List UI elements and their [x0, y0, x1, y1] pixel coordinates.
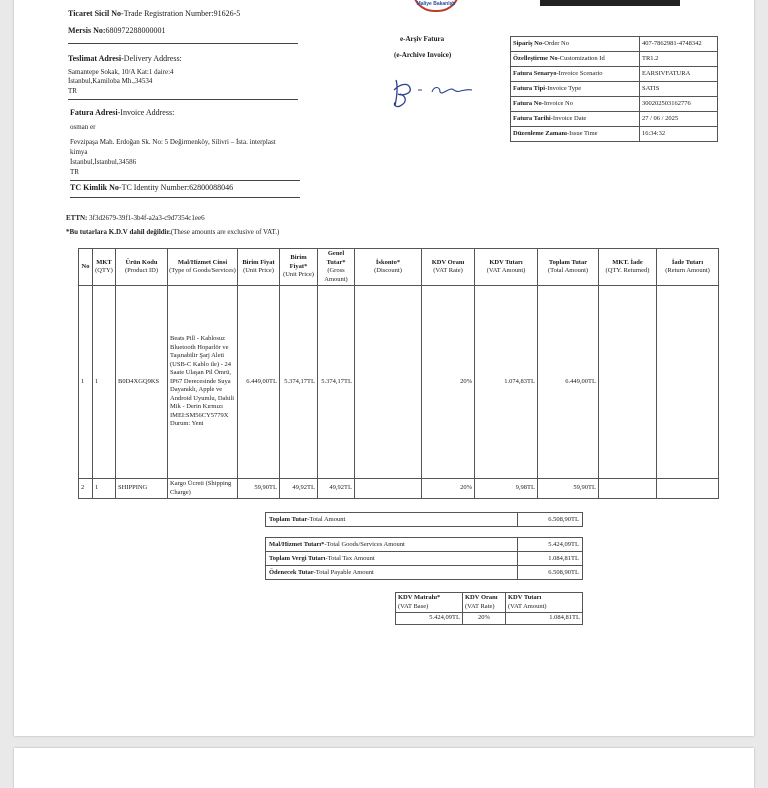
- order-info-key: [511, 52, 640, 67]
- column-header: [657, 249, 719, 286]
- order-info-key: [511, 112, 640, 127]
- cell-description: Beats Pill - Kablosuz Bluetooth Hoparlör ve Taşınabilir Şarj Aleti (USB-C Kablo ile) - 24 Saate Ulaşan Pil Ömrü, IP67 Derecesinde Suya Dayanıklı, Apple ve Android Uyumlu, Dahili Mik - Derin Kırmızı IMEI:SM56CY5779X Durum: Yeni: [168, 286, 238, 479]
- cell-discount: [355, 286, 422, 479]
- order-info-key: [511, 82, 640, 97]
- cell-vat-amount: 9,98TL: [475, 479, 538, 499]
- column-header-tr: Ürün Kodu: [125, 258, 158, 266]
- column-header-tr: Birim Fiyat*: [289, 254, 308, 270]
- order-info-row: [511, 52, 718, 67]
- order-info-key-tr: Sipariş No: [513, 40, 543, 47]
- tax-amount-value: 1.084,81TL: [518, 552, 583, 566]
- cell-unit-price-ex: 5.374,17TL: [280, 286, 318, 479]
- table-row: [79, 286, 719, 479]
- divider: [70, 180, 300, 181]
- column-header-en: (QTY. Returned): [605, 267, 650, 274]
- cell-vat-rate: 20%: [422, 479, 475, 499]
- column-header: [318, 249, 355, 286]
- column-header: [93, 249, 116, 286]
- cell-qty-returned: [599, 286, 657, 479]
- column-header-tr: Genel Tutar*: [326, 250, 346, 266]
- order-info-key-en: -Invoice No: [541, 100, 573, 107]
- order-info-key-tr: Düzenleme Zamanı: [513, 130, 567, 137]
- column-header: [280, 249, 318, 286]
- divider: [68, 99, 298, 100]
- tc-identity-value: 62800088046: [189, 183, 234, 192]
- column-header-en: (Product ID): [124, 267, 159, 274]
- vat-note-text: (These amounts are exclusive of VAT.): [170, 228, 280, 236]
- column-header: [475, 249, 538, 286]
- order-info-key-en: -Invoice Date: [550, 115, 587, 122]
- items-table: [78, 248, 719, 499]
- order-info-value: 27 / 06 / 2025: [640, 112, 718, 127]
- column-header-en: (Total Amount): [547, 267, 589, 274]
- trade-registry-value: 91626-5: [213, 9, 241, 18]
- invoice-address-line4: TR: [70, 168, 79, 176]
- vat-rate-header-en: (VAT Rate): [465, 602, 495, 610]
- mersis-label: Mersis No:: [68, 26, 106, 35]
- total-amount-label-en: -Total Amount: [307, 515, 346, 523]
- invoice-address-line1: Fevzipaşa Mah. Erdoğan Sk. No: 5 Değirmenköy, Silivri – İsta. interplast: [70, 138, 276, 146]
- header-redacted-bar: [540, 0, 680, 6]
- cell-qty: 1: [93, 479, 116, 499]
- vat-base-header-en: (VAT Base): [398, 602, 429, 610]
- signature-image: [388, 72, 478, 112]
- invoice-address-line3: İstanbul,İstanbul,34586: [70, 158, 137, 166]
- order-info-key: [511, 127, 640, 142]
- tc-identity-label-en: -TC Identity Number:: [118, 183, 190, 192]
- tax-amount-row: [266, 552, 583, 566]
- tc-identity-label: TC Kimlik No: [70, 183, 119, 192]
- vat-amount-header-en: (VAT Amount): [508, 602, 547, 610]
- ettn-value: 3f3d2679-39f1-3b4f-a2a3-c9d7354c1ee6: [89, 214, 205, 222]
- cell-return-amount: [657, 286, 719, 479]
- order-info-row: [511, 112, 718, 127]
- invoice-address-label: Fatura Adresi: [70, 108, 118, 117]
- cell-return-amount: [657, 479, 719, 499]
- total-amount-label: Toplam Tutar: [269, 515, 308, 523]
- invoice-address-label-line: [70, 108, 174, 118]
- column-header: [599, 249, 657, 286]
- order-info-value: 16:34:32: [640, 127, 718, 142]
- total-amount-row: [266, 513, 583, 527]
- invoice-page: [14, 0, 754, 736]
- vat-base-header: KDV Matrahı*: [398, 594, 441, 601]
- column-header-en: (Unit Price): [283, 271, 314, 279]
- column-header-en: (Discount): [374, 267, 402, 274]
- order-info-key-tr: Fatura Senaryo: [513, 70, 557, 77]
- column-header-tr: KDV Oranı: [431, 258, 465, 266]
- doc-type-subtitle: (e-Archive Invoice): [394, 51, 452, 59]
- cell-discount: [355, 479, 422, 499]
- mersis-line: [68, 26, 166, 36]
- column-header: [238, 249, 280, 286]
- order-info-value: 407-7862981-4748342: [640, 37, 718, 52]
- order-info-key-en: -Invoice Scenario: [556, 70, 603, 77]
- cell-no: 1: [79, 286, 93, 479]
- cell-total: 59,90TL: [538, 479, 599, 499]
- total-amount-table: [265, 512, 583, 527]
- cell-vat-rate: 20%: [422, 286, 475, 479]
- payable-amount-label: Ödenecek Tutar: [269, 568, 314, 576]
- delivery-label: Teslimat Adresi: [68, 54, 122, 63]
- column-header-tr: İade Tutarı: [671, 258, 704, 266]
- vat-summary-header: [396, 593, 583, 613]
- cell-unit-price: 59,90TL: [238, 479, 280, 499]
- order-info-key-tr: Özelleştirme No: [513, 55, 558, 62]
- vat-summary-values: [396, 613, 583, 625]
- order-info-row: [511, 37, 718, 52]
- column-header-tr: No: [81, 262, 90, 270]
- tax-amount-label-en: -Total Tax Amount: [325, 554, 375, 562]
- tc-identity-line: [70, 183, 233, 193]
- goods-amount-value: 5.424,09TL: [518, 538, 583, 552]
- ministry-logo: [412, 0, 460, 12]
- ettn-label: ETTN:: [66, 214, 88, 222]
- payable-amount-label-en: -Total Payable Amount: [313, 568, 374, 576]
- doc-type-title: e-Arşiv Fatura: [400, 35, 445, 43]
- cell-qty-returned: [599, 479, 657, 499]
- trade-registry-label: Ticaret Sicil No: [68, 9, 122, 18]
- cell-no: 2: [79, 479, 93, 499]
- vat-base-value: 5.424,09TL: [396, 613, 463, 625]
- cell-description: Kargo Ücreti (Shipping Charge): [168, 479, 238, 499]
- order-info-key-en: -Issue Time: [566, 130, 598, 137]
- order-info-value: EARSIVFATURA: [640, 67, 718, 82]
- next-page: [14, 748, 754, 788]
- column-header-en: (QTY): [95, 267, 113, 274]
- column-header: [116, 249, 168, 286]
- cell-unit-price-ex: 49,92TL: [280, 479, 318, 499]
- delivery-line2: İstanbul,Kamiloba Mh.,34534: [68, 77, 153, 85]
- invoice-address-line2: kimya: [70, 148, 88, 156]
- order-info-value: 300202503162776: [640, 97, 718, 112]
- column-header: [355, 249, 422, 286]
- vat-note: [66, 228, 279, 237]
- order-info-row: [511, 127, 718, 142]
- vat-amount-value: 1.084,81TL: [506, 613, 583, 625]
- order-info-key: [511, 37, 640, 52]
- column-header: [168, 249, 238, 286]
- trade-registry-label-en: -Trade Registration Number:: [121, 9, 214, 18]
- order-info-key-en: -Customization Id: [557, 55, 605, 62]
- vat-rate-header: KDV Oranı: [465, 594, 498, 601]
- column-header: [538, 249, 599, 286]
- column-header-en: (VAT Rate): [433, 267, 463, 274]
- payable-amount-row: [266, 566, 583, 580]
- vat-rate-value: 20%: [463, 613, 506, 625]
- cell-product-id: SHIPPING: [116, 479, 168, 499]
- mersis-value: 680972288000001: [105, 26, 166, 35]
- column-header-en: (Unit Price): [243, 267, 274, 274]
- order-info-value: TR1.2: [640, 52, 718, 67]
- payable-amount-value: 6.508,90TL: [518, 566, 583, 580]
- column-header-tr: Toplam Tutar: [548, 258, 588, 266]
- invoice-address-name: osman er: [70, 123, 96, 131]
- column-header-en: (Gross Amount): [324, 267, 348, 283]
- totals-table: [265, 537, 583, 580]
- cell-gross: 5.374,17TL: [318, 286, 355, 479]
- cell-total: 6.449,00TL: [538, 286, 599, 479]
- column-header: [79, 249, 93, 286]
- goods-amount-label-en: -Total Goods/Services Amount: [324, 540, 405, 548]
- column-header-en: (VAT Amount): [486, 267, 526, 274]
- delivery-label-en: -Delivery Address:: [121, 54, 182, 63]
- cell-gross: 49,92TL: [318, 479, 355, 499]
- column-header-tr: Mal/Hizmet Cinsi: [177, 258, 228, 266]
- order-info-key-tr: Fatura Tipi: [513, 85, 546, 92]
- vat-summary-table: [395, 592, 583, 625]
- order-info-row: [511, 82, 718, 97]
- trade-registry-line: [68, 9, 240, 19]
- order-info-table: [510, 36, 718, 142]
- column-header-en: (Return Amount): [665, 267, 710, 274]
- order-info-key: [511, 67, 640, 82]
- invoice-address-label-en: -Invoice Address:: [117, 108, 175, 117]
- delivery-line3: TR: [68, 87, 77, 95]
- ettn-line: [66, 214, 205, 223]
- column-header-tr: MKT: [96, 258, 112, 266]
- order-info-key-en: -Invoice Type: [545, 85, 582, 92]
- order-info-key-en: -Order No: [542, 40, 569, 47]
- column-header: [422, 249, 475, 286]
- table-row: [79, 479, 719, 499]
- logo-text: Maliye Bakanlığı: [416, 1, 456, 7]
- vat-amount-header: KDV Tutarı: [508, 594, 542, 601]
- order-info-row: [511, 67, 718, 82]
- order-info-key-tr: Fatura No: [513, 100, 542, 107]
- column-header-en: (Type of Goods/Services): [169, 267, 236, 274]
- column-header-tr: MKT. İade: [612, 258, 643, 266]
- order-info-key-tr: Fatura Tarihi: [513, 115, 551, 122]
- goods-amount-label: Mal/Hizmet Tutarı*: [269, 540, 325, 548]
- column-header-tr: İskonto*: [375, 258, 401, 266]
- cell-unit-price: 6.449,00TL: [238, 286, 280, 479]
- items-header-row: [79, 249, 719, 286]
- cell-product-id: B0D4XGQ9KS: [116, 286, 168, 479]
- column-header-tr: Birim Fiyat: [242, 258, 275, 266]
- goods-amount-row: [266, 538, 583, 552]
- delivery-line1: Samantepe Sokak, 10/A Kat:1 daire:4: [68, 68, 174, 76]
- order-info-key: [511, 97, 640, 112]
- column-header-tr: KDV Tutarı: [489, 258, 523, 266]
- cell-vat-amount: 1.074,83TL: [475, 286, 538, 479]
- divider: [70, 197, 300, 198]
- tax-amount-label: Toplam Vergi Tutarı: [269, 554, 326, 562]
- delivery-label-line: [68, 54, 182, 64]
- divider: [68, 43, 298, 44]
- vat-note-bold: *Bu tutarlara K.D.V dahil değildir.: [66, 228, 171, 236]
- cell-qty: 1: [93, 286, 116, 479]
- order-info-value: SATIS: [640, 82, 718, 97]
- order-info-row: [511, 97, 718, 112]
- total-amount-value: 6.508,90TL: [518, 513, 583, 527]
